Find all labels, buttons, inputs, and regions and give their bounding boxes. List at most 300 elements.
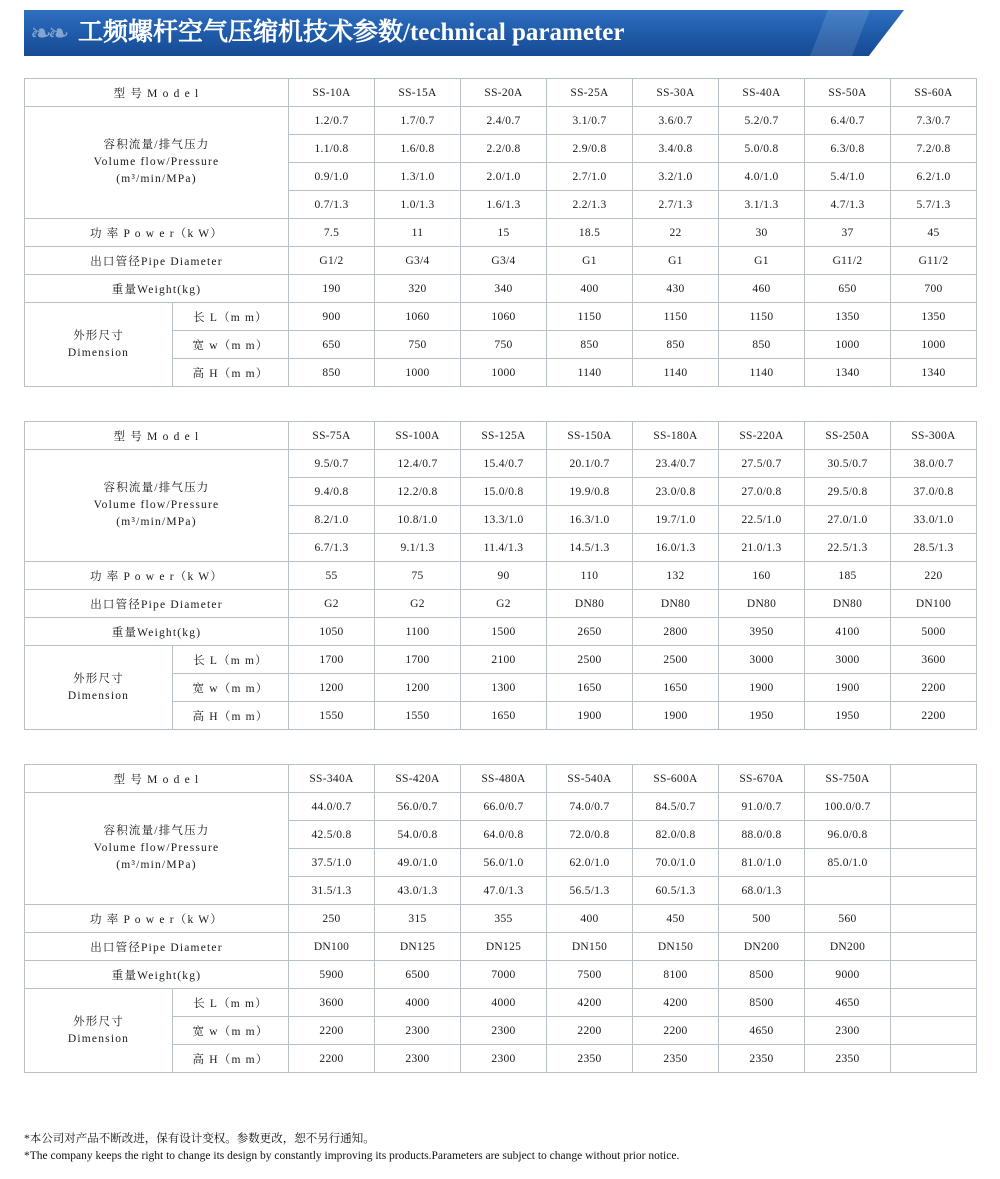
flow-cell: 85.0/1.0: [805, 849, 891, 877]
row-label-width: 宽 w（m m）: [173, 1017, 289, 1045]
model-cell: SS-30A: [633, 79, 719, 107]
flow-cell: 22.5/1.0: [719, 506, 805, 534]
length-cell: 1060: [375, 303, 461, 331]
width-cell: 2300: [805, 1017, 891, 1045]
model-cell: SS-10A: [289, 79, 375, 107]
flow-cell: 27.5/0.7: [719, 450, 805, 478]
height-cell: 1650: [461, 702, 547, 730]
model-cell: SS-480A: [461, 765, 547, 793]
length-cell: 4200: [547, 989, 633, 1017]
row-label-pipe: 出口管径Pipe Diameter: [25, 247, 289, 275]
power-cell-empty: [891, 905, 977, 933]
flow-cell: 29.5/0.8: [805, 478, 891, 506]
flow-cell: 11.4/1.3: [461, 534, 547, 562]
flow-cell: 54.0/0.8: [375, 821, 461, 849]
weight-cell: 8100: [633, 961, 719, 989]
length-cell: 3600: [289, 989, 375, 1017]
height-cell-empty: [891, 1045, 977, 1073]
width-cell: 2200: [891, 674, 977, 702]
flow-cell: 3.2/1.0: [633, 163, 719, 191]
power-cell: 315: [375, 905, 461, 933]
length-cell: 1150: [633, 303, 719, 331]
power-cell: 450: [633, 905, 719, 933]
flow-cell: 3.6/0.7: [633, 107, 719, 135]
pipe-cell: DN100: [891, 590, 977, 618]
flow-cell: 2.7/1.0: [547, 163, 633, 191]
weight-cell: 6500: [375, 961, 461, 989]
row-label-dimension-cn: 外形尺寸: [73, 1015, 124, 1028]
power-cell: 55: [289, 562, 375, 590]
pipe-cell: G11/2: [891, 247, 977, 275]
row-label-pipe: 出口管径Pipe Diameter: [25, 933, 289, 961]
flow-cell: 66.0/0.7: [461, 793, 547, 821]
spec-table-3: [24, 764, 977, 1073]
flow-cell: 56.5/1.3: [547, 877, 633, 905]
power-cell: 160: [719, 562, 805, 590]
weight-cell: 320: [375, 275, 461, 303]
power-cell: 22: [633, 219, 719, 247]
spec-table-1-wrapper: [24, 78, 976, 387]
flow-cell: 27.0/0.8: [719, 478, 805, 506]
weight-cell: 4100: [805, 618, 891, 646]
flow-cell: 16.3/1.0: [547, 506, 633, 534]
pipe-cell: G2: [289, 590, 375, 618]
model-cell: SS-670A: [719, 765, 805, 793]
flow-cell: 56.0/1.0: [461, 849, 547, 877]
model-cell: SS-750A: [805, 765, 891, 793]
weight-cell: 650: [805, 275, 891, 303]
row-label-flow-cn: 容积流量/排气压力: [103, 139, 210, 152]
model-cell: SS-600A: [633, 765, 719, 793]
flow-cell: 2.7/1.3: [633, 191, 719, 219]
pipe-cell: DN200: [805, 933, 891, 961]
weight-cell: 9000: [805, 961, 891, 989]
pipe-cell: DN125: [375, 933, 461, 961]
flow-cell: 42.5/0.8: [289, 821, 375, 849]
weight-cell-empty: [891, 961, 977, 989]
row-label-flow-en: Volume flow/Pressure: [93, 499, 220, 512]
weight-cell: 1050: [289, 618, 375, 646]
row-label-height: 高 H（m m）: [173, 1045, 289, 1073]
weight-cell: 430: [633, 275, 719, 303]
row-label-flow-unit: (m³/min/MPa): [116, 858, 197, 871]
power-cell: 75: [375, 562, 461, 590]
width-cell: 1200: [289, 674, 375, 702]
flow-cell: 1.6/1.3: [461, 191, 547, 219]
row-label-flow-unit: (m³/min/MPa): [116, 515, 197, 528]
power-cell: 250: [289, 905, 375, 933]
pipe-cell: DN125: [461, 933, 547, 961]
length-cell: 4000: [375, 989, 461, 1017]
width-cell: 1300: [461, 674, 547, 702]
height-cell: 1000: [375, 359, 461, 387]
flow-cell: 1.1/0.8: [289, 135, 375, 163]
length-cell: 1350: [805, 303, 891, 331]
flow-cell: 96.0/0.8: [805, 821, 891, 849]
table-row-length: [25, 303, 977, 331]
weight-cell: 2650: [547, 618, 633, 646]
flow-cell: 19.9/0.8: [547, 478, 633, 506]
power-cell: 37: [805, 219, 891, 247]
table-row-model: [25, 765, 977, 793]
row-label-height: 高 H（m m）: [173, 702, 289, 730]
flow-cell: 5.2/0.7: [719, 107, 805, 135]
flow-cell: 4.7/1.3: [805, 191, 891, 219]
row-label-dimension: [25, 989, 173, 1073]
flow-cell-empty: [891, 793, 977, 821]
power-cell: 185: [805, 562, 891, 590]
pipe-cell: G11/2: [805, 247, 891, 275]
flow-cell: 15.0/0.8: [461, 478, 547, 506]
footnote-line-en: *The company keeps the right to change its design by constantly improving its products.Parameters are subject to change without prior notice.: [24, 1149, 680, 1162]
flow-cell: 82.0/0.8: [633, 821, 719, 849]
row-label-flow: [25, 450, 289, 562]
row-label-dimension-en: Dimension: [67, 689, 130, 702]
table-row-weight: [25, 618, 977, 646]
flow-cell: 37.0/0.8: [891, 478, 977, 506]
flow-cell: 49.0/1.0: [375, 849, 461, 877]
spec-table-2: [24, 421, 977, 730]
model-cell: SS-420A: [375, 765, 461, 793]
spec-table-1: [24, 78, 977, 387]
flow-cell: 33.0/1.0: [891, 506, 977, 534]
flow-cell: 6.4/0.7: [805, 107, 891, 135]
height-cell: 850: [289, 359, 375, 387]
length-cell: 1700: [375, 646, 461, 674]
width-cell: 2200: [547, 1017, 633, 1045]
power-cell: 30: [719, 219, 805, 247]
flow-cell: 9.5/0.7: [289, 450, 375, 478]
model-cell: SS-220A: [719, 422, 805, 450]
row-label-dimension-cn: 外形尺寸: [73, 672, 124, 685]
flow-cell: 23.0/0.8: [633, 478, 719, 506]
table-row-pipe: [25, 590, 977, 618]
weight-cell: 5000: [891, 618, 977, 646]
flow-cell: 1.0/1.3: [375, 191, 461, 219]
pipe-cell: G2: [461, 590, 547, 618]
flow-cell: 10.8/1.0: [375, 506, 461, 534]
width-cell: 4650: [719, 1017, 805, 1045]
pipe-cell: G3/4: [375, 247, 461, 275]
width-cell: 1900: [805, 674, 891, 702]
height-cell: 1900: [633, 702, 719, 730]
model-cell: SS-180A: [633, 422, 719, 450]
weight-cell: 8500: [719, 961, 805, 989]
length-cell: 2100: [461, 646, 547, 674]
model-cell: SS-125A: [461, 422, 547, 450]
table-row-power: [25, 219, 977, 247]
length-cell: 3600: [891, 646, 977, 674]
pipe-cell: DN150: [547, 933, 633, 961]
table-row-power: [25, 905, 977, 933]
height-cell: 2350: [633, 1045, 719, 1073]
table-gap: [0, 387, 1000, 421]
model-cell: SS-250A: [805, 422, 891, 450]
pipe-cell: G3/4: [461, 247, 547, 275]
row-label-height: 高 H（m m）: [173, 359, 289, 387]
spec-table-2-wrapper: [24, 421, 976, 730]
row-label-dimension-en: Dimension: [67, 1032, 130, 1045]
row-label-width: 宽 w（m m）: [173, 674, 289, 702]
weight-cell: 2800: [633, 618, 719, 646]
footnote: [24, 1131, 976, 1166]
length-cell: 4650: [805, 989, 891, 1017]
flow-cell: 70.0/1.0: [633, 849, 719, 877]
weight-cell: 400: [547, 275, 633, 303]
weight-cell: 7500: [547, 961, 633, 989]
row-label-model: 型 号 M o d e l: [25, 765, 289, 793]
row-label-flow: [25, 107, 289, 219]
length-cell: 4200: [633, 989, 719, 1017]
model-cell: SS-15A: [375, 79, 461, 107]
row-label-model: 型 号 M o d e l: [25, 79, 289, 107]
row-label-power: 功 率 P o w e r（k W）: [25, 905, 289, 933]
pipe-cell: DN150: [633, 933, 719, 961]
pipe-cell: DN80: [805, 590, 891, 618]
width-cell: 850: [547, 331, 633, 359]
flow-cell: 1.6/0.8: [375, 135, 461, 163]
table-row-flow: [25, 450, 977, 478]
flow-cell: 15.4/0.7: [461, 450, 547, 478]
flow-cell: 47.0/1.3: [461, 877, 547, 905]
width-cell-empty: [891, 1017, 977, 1045]
model-cell: SS-50A: [805, 79, 891, 107]
flow-cell: 100.0/0.7: [805, 793, 891, 821]
width-cell: 2300: [461, 1017, 547, 1045]
height-cell: 2300: [375, 1045, 461, 1073]
length-cell-empty: [891, 989, 977, 1017]
row-label-weight: 重量Weight(kg): [25, 961, 289, 989]
weight-cell: 3950: [719, 618, 805, 646]
pipe-cell: G1: [547, 247, 633, 275]
pipe-cell: G1/2: [289, 247, 375, 275]
flow-cell: 81.0/1.0: [719, 849, 805, 877]
table-row-flow: [25, 793, 977, 821]
table-row-length: [25, 989, 977, 1017]
row-label-flow-en: Volume flow/Pressure: [93, 156, 220, 169]
height-cell: 2200: [289, 1045, 375, 1073]
width-cell: 750: [375, 331, 461, 359]
flow-cell: 2.2/1.3: [547, 191, 633, 219]
height-cell: 2350: [719, 1045, 805, 1073]
flow-cell: 31.5/1.3: [289, 877, 375, 905]
height-cell: 2350: [805, 1045, 891, 1073]
power-cell: 132: [633, 562, 719, 590]
flow-cell: 38.0/0.7: [891, 450, 977, 478]
row-label-width: 宽 w（m m）: [173, 331, 289, 359]
row-label-flow-cn: 容积流量/排气压力: [103, 825, 210, 838]
power-cell: 7.5: [289, 219, 375, 247]
row-label-dimension: [25, 303, 173, 387]
flow-cell: 6.2/1.0: [891, 163, 977, 191]
height-cell: 1950: [719, 702, 805, 730]
height-cell: 1550: [289, 702, 375, 730]
flow-cell: 43.0/1.3: [375, 877, 461, 905]
weight-cell: 1100: [375, 618, 461, 646]
length-cell: 1060: [461, 303, 547, 331]
power-cell: 11: [375, 219, 461, 247]
model-cell: SS-20A: [461, 79, 547, 107]
model-cell: SS-60A: [891, 79, 977, 107]
footnote-line-cn: *本公司对产品不断改进，保有设计变权。参数更改，恕不另行通知。: [24, 1132, 375, 1145]
row-label-model: 型 号 M o d e l: [25, 422, 289, 450]
weight-cell: 340: [461, 275, 547, 303]
page-title: 工频螺杆空气压缩机技术参数/technical parameter: [78, 19, 625, 46]
flow-cell: 28.5/1.3: [891, 534, 977, 562]
length-cell: 1350: [891, 303, 977, 331]
flow-cell-empty: [891, 849, 977, 877]
row-label-dimension: [25, 646, 173, 730]
height-cell: 1950: [805, 702, 891, 730]
height-cell: 1550: [375, 702, 461, 730]
width-cell: 2200: [633, 1017, 719, 1045]
flow-cell: 23.4/0.7: [633, 450, 719, 478]
flow-cell: 1.3/1.0: [375, 163, 461, 191]
width-cell: 1000: [805, 331, 891, 359]
flow-cell-empty: [891, 877, 977, 905]
width-cell: 850: [719, 331, 805, 359]
width-cell: 850: [633, 331, 719, 359]
length-cell: 3000: [805, 646, 891, 674]
height-cell: 2350: [547, 1045, 633, 1073]
flow-cell: 72.0/0.8: [547, 821, 633, 849]
flow-cell: 2.4/0.7: [461, 107, 547, 135]
flow-cell: 13.3/1.0: [461, 506, 547, 534]
flow-cell: 7.3/0.7: [891, 107, 977, 135]
row-label-dimension-en: Dimension: [67, 346, 130, 359]
power-cell: 500: [719, 905, 805, 933]
flow-cell: 64.0/0.8: [461, 821, 547, 849]
width-cell: 1650: [547, 674, 633, 702]
height-cell: 1340: [805, 359, 891, 387]
flow-cell: 91.0/0.7: [719, 793, 805, 821]
weight-cell: 5900: [289, 961, 375, 989]
model-cell: SS-100A: [375, 422, 461, 450]
flow-cell: 12.2/0.8: [375, 478, 461, 506]
row-label-flow-unit: (m³/min/MPa): [116, 172, 197, 185]
row-label-weight: 重量Weight(kg): [25, 275, 289, 303]
table-row-flow: [25, 107, 977, 135]
flow-cell: 56.0/0.7: [375, 793, 461, 821]
pipe-cell: G2: [375, 590, 461, 618]
model-cell: SS-40A: [719, 79, 805, 107]
flow-cell: 60.5/1.3: [633, 877, 719, 905]
weight-cell: 700: [891, 275, 977, 303]
pipe-cell: DN80: [633, 590, 719, 618]
length-cell: 1150: [719, 303, 805, 331]
height-cell: 1140: [719, 359, 805, 387]
flow-cell: 74.0/0.7: [547, 793, 633, 821]
width-cell: 750: [461, 331, 547, 359]
model-cell: SS-340A: [289, 765, 375, 793]
flow-cell: 88.0/0.8: [719, 821, 805, 849]
pipe-cell: G1: [719, 247, 805, 275]
pipe-cell: DN200: [719, 933, 805, 961]
width-cell: 1200: [375, 674, 461, 702]
flow-cell: 12.4/0.7: [375, 450, 461, 478]
flow-cell: 0.9/1.0: [289, 163, 375, 191]
table-row-pipe: [25, 933, 977, 961]
width-cell: 1900: [719, 674, 805, 702]
flow-cell: 21.0/1.3: [719, 534, 805, 562]
width-cell: 650: [289, 331, 375, 359]
power-cell: 15: [461, 219, 547, 247]
model-cell: SS-150A: [547, 422, 633, 450]
flow-cell-empty: [891, 821, 977, 849]
model-cell: SS-540A: [547, 765, 633, 793]
flow-cell: 5.0/0.8: [719, 135, 805, 163]
table-row-length: [25, 646, 977, 674]
flow-cell: 84.5/0.7: [633, 793, 719, 821]
length-cell: 1150: [547, 303, 633, 331]
pipe-cell: DN80: [547, 590, 633, 618]
row-label-power: 功 率 P o w e r（k W）: [25, 562, 289, 590]
pipe-cell-empty: [891, 933, 977, 961]
model-cell: SS-300A: [891, 422, 977, 450]
power-cell: 560: [805, 905, 891, 933]
weight-cell: 460: [719, 275, 805, 303]
length-cell: 1700: [289, 646, 375, 674]
flow-cell: 5.4/1.0: [805, 163, 891, 191]
row-label-weight: 重量Weight(kg): [25, 618, 289, 646]
power-cell: 355: [461, 905, 547, 933]
page-header: [24, 10, 976, 56]
power-cell: 220: [891, 562, 977, 590]
power-cell: 400: [547, 905, 633, 933]
model-cell-empty: [891, 765, 977, 793]
flow-cell: 4.0/1.0: [719, 163, 805, 191]
row-label-length: 长 L（m m）: [173, 303, 289, 331]
model-cell: SS-75A: [289, 422, 375, 450]
pipe-cell: DN80: [719, 590, 805, 618]
table-row-model: [25, 79, 977, 107]
flow-cell: 44.0/0.7: [289, 793, 375, 821]
flow-cell: 3.1/0.7: [547, 107, 633, 135]
height-cell: 1140: [547, 359, 633, 387]
height-cell: 1000: [461, 359, 547, 387]
flow-cell: 2.9/0.8: [547, 135, 633, 163]
power-cell: 110: [547, 562, 633, 590]
table-row-weight: [25, 961, 977, 989]
table-row-power: [25, 562, 977, 590]
model-cell: SS-25A: [547, 79, 633, 107]
row-label-dimension-cn: 外形尺寸: [73, 329, 124, 342]
flow-cell: 3.1/1.3: [719, 191, 805, 219]
flow-cell: 22.5/1.3: [805, 534, 891, 562]
flow-cell-empty: [805, 877, 891, 905]
flow-cell: 37.5/1.0: [289, 849, 375, 877]
flow-cell: 1.7/0.7: [375, 107, 461, 135]
decorative-swirl-icon: ❧❧: [30, 19, 66, 49]
row-label-pipe: 出口管径Pipe Diameter: [25, 590, 289, 618]
spec-table-3-wrapper: [24, 764, 976, 1073]
width-cell: 1000: [891, 331, 977, 359]
length-cell: 900: [289, 303, 375, 331]
flow-cell: 2.0/1.0: [461, 163, 547, 191]
height-cell: 2200: [891, 702, 977, 730]
table-row-pipe: [25, 247, 977, 275]
flow-cell: 2.2/0.8: [461, 135, 547, 163]
flow-cell: 1.2/0.7: [289, 107, 375, 135]
power-cell: 18.5: [547, 219, 633, 247]
table-row-weight: [25, 275, 977, 303]
power-cell: 90: [461, 562, 547, 590]
pipe-cell: G1: [633, 247, 719, 275]
flow-cell: 6.3/0.8: [805, 135, 891, 163]
row-label-power: 功 率 P o w e r（k W）: [25, 219, 289, 247]
weight-cell: 7000: [461, 961, 547, 989]
flow-cell: 9.1/1.3: [375, 534, 461, 562]
